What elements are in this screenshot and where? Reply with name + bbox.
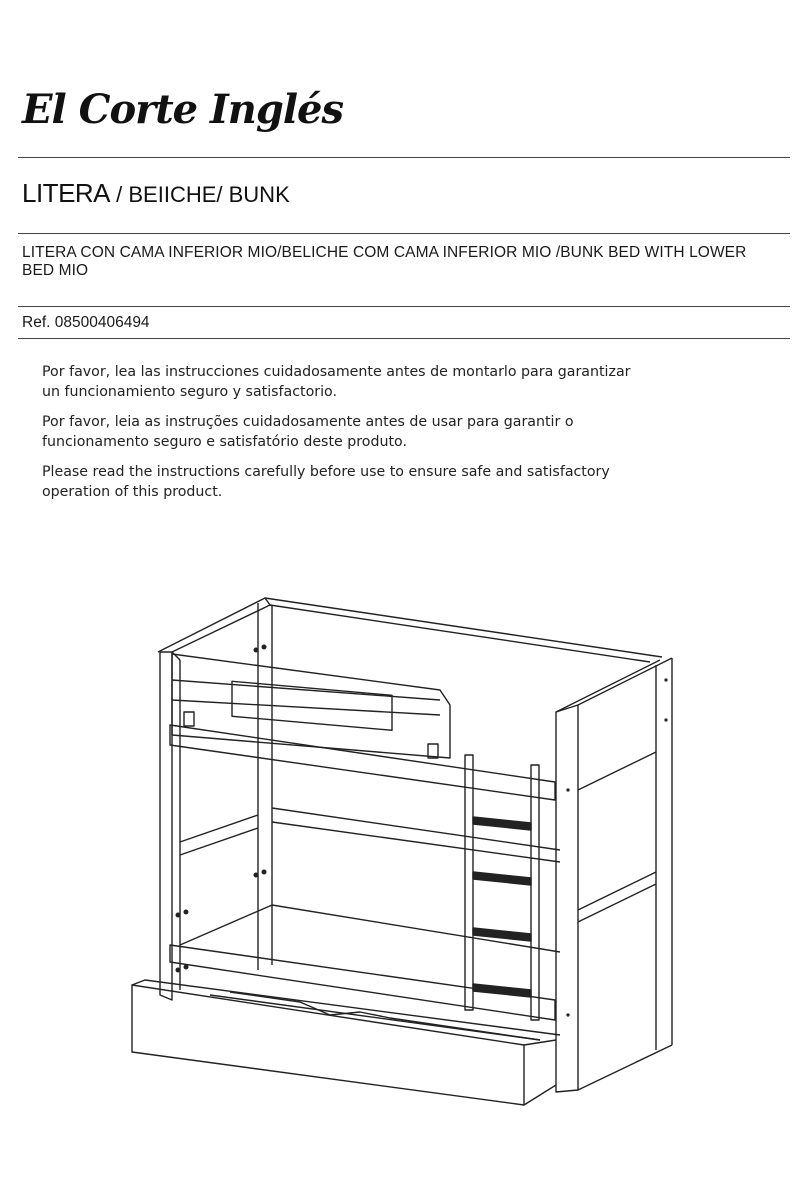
instruction-en: Please read the instructions carefully before use to ensure safe and satisfactory operation of this product. — [42, 464, 610, 500]
safety-instructions — [42, 362, 642, 512]
title-rest: / BEIICHE/ BUNK — [110, 182, 290, 207]
page-title — [22, 178, 290, 209]
divider — [18, 306, 790, 307]
divider — [18, 233, 790, 234]
instruction-es: Por favor, lea las instrucciones cuidadosamente antes de montarlo para garantizar un funcionamiento seguro y satisfactorio. — [42, 364, 631, 400]
divider — [18, 157, 790, 158]
instruction-pt: Por favor, leia as instruções cuidadosamente antes de usar para garantir o funcionamento seguro e satisfatório deste produto. — [42, 414, 574, 450]
title-main: LITERA — [22, 178, 111, 208]
brand-logo: El Corte Inglés — [22, 86, 343, 133]
reference-number: Ref. 08500406494 — [22, 314, 150, 331]
product-name: LITERA CON CAMA INFERIOR MIO/BELICHE COM CAMA INFERIOR MIO /BUNK BED WITH LOWER BED MIO — [22, 244, 747, 279]
divider — [18, 338, 790, 339]
bunk-bed-line-drawing-icon — [120, 590, 680, 1120]
